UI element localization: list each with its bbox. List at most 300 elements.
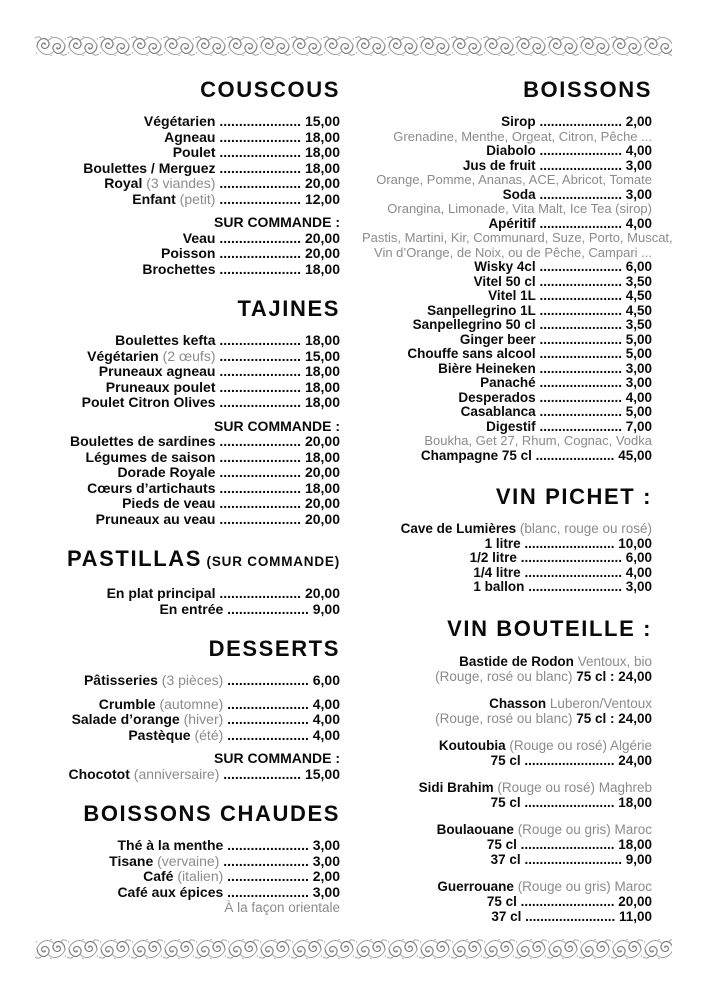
item-name: Légumes de saison <box>85 448 216 465</box>
item-note: Pastis, Martini, Kir, Communard, Suze, Porto, Muscat, <box>362 230 673 245</box>
item-price: 12,00 <box>304 190 340 207</box>
menu-line <box>55 767 340 783</box>
section-title-text: TAJINES <box>237 296 340 321</box>
item-name: Soda <box>502 186 536 202</box>
menu-line <box>362 318 652 333</box>
item-name: Dorade Royale <box>117 464 216 480</box>
item-name: 75 cl <box>486 893 517 909</box>
menu-line <box>55 869 340 885</box>
item-name: 1 litre <box>484 535 521 551</box>
dot-leader: ..................... <box>215 448 305 465</box>
dot-leader: ..................... <box>215 378 305 395</box>
item-name: Pieds de veau <box>122 495 216 511</box>
item-price: 9,00 <box>625 851 652 867</box>
menu-block <box>362 522 652 595</box>
item-note: (blanc, rouge ou rosé) <box>516 521 652 536</box>
menu-line <box>362 333 652 348</box>
item-price: 18,00 <box>304 479 340 496</box>
dot-leader: ........................ <box>520 752 619 768</box>
dot-leader: ..................... <box>215 495 305 511</box>
menu-line <box>55 262 340 278</box>
item-note: (2 œufs) <box>158 347 220 364</box>
item-name: Végétarien <box>143 113 216 129</box>
item-name: Desperados <box>458 389 536 405</box>
dot-leader: ..................... <box>215 128 305 145</box>
item-price: 7,00 <box>625 418 652 434</box>
menu-line <box>55 333 340 349</box>
item-name: 75 cl <box>486 836 517 852</box>
menu-block <box>362 879 652 924</box>
menu-line <box>55 885 340 901</box>
item-name: Brochettes <box>142 260 216 277</box>
item-name: 75 cl <box>490 752 521 768</box>
item-name: Café aux épices <box>117 883 224 900</box>
dot-leader: ..................... <box>223 837 313 853</box>
item-price: 20,00 <box>304 433 340 449</box>
menu-line <box>55 215 340 231</box>
menu-line <box>362 738 652 753</box>
menu-block <box>55 215 340 277</box>
item-name: Sanpellegrino 1L <box>427 302 536 318</box>
dot-leader: ...................... <box>535 331 626 347</box>
menu-column-right <box>362 77 673 924</box>
menu-block <box>362 114 673 463</box>
menu-block <box>362 822 652 867</box>
item-price: 20,00 <box>304 585 340 601</box>
menu-line <box>55 176 340 192</box>
item-name: Pruneaux poulet <box>105 378 216 395</box>
dot-leader: ........................ <box>521 908 619 924</box>
item-name: Pastèque <box>128 726 191 743</box>
dot-leader: ..................... <box>223 600 313 617</box>
section-title-text: VIN PICHET : <box>495 484 652 509</box>
item-name: 1 ballon <box>473 579 525 594</box>
dot-leader: ...................... <box>535 259 626 274</box>
menu-line <box>362 696 652 711</box>
item-name: Chocotot <box>68 765 130 782</box>
item-note: Grenadine, Menthe, Orgeat, Citron, Pêche ... <box>393 128 652 144</box>
menu-line <box>362 522 652 537</box>
section-title-text: VIN BOUTEILLE : <box>447 615 652 641</box>
menu-line-description <box>362 130 652 145</box>
item-note: Vin d’Orange, de Noix, ou de Pêche, Campari ... <box>374 244 652 260</box>
menu-block <box>55 697 340 744</box>
item-note: (italien) <box>173 868 228 884</box>
item-name: Crumble <box>98 695 156 712</box>
item-name: 75 cl : 24,00 <box>576 710 652 726</box>
menu-line <box>362 144 652 159</box>
menu-line <box>362 188 652 203</box>
menu-line <box>55 434 340 450</box>
item-name: SUR COMMANDE : <box>214 417 340 434</box>
menu-block <box>55 333 340 411</box>
section-title-couscous <box>55 77 340 102</box>
item-name: Poisson <box>161 245 216 261</box>
menu-line <box>362 159 652 174</box>
item-note: (été) <box>190 726 228 743</box>
item-price: 18,00 <box>304 128 340 145</box>
item-price: 18,00 <box>618 794 652 810</box>
menu-line <box>362 347 652 362</box>
item-note: (Rouge ou rosé) Algérie <box>505 737 652 753</box>
menu-line <box>55 114 340 130</box>
dot-leader: ..................... <box>215 363 305 379</box>
item-price: 11,00 <box>618 908 652 924</box>
item-price: 4,50 <box>625 288 652 303</box>
dot-leader: ...................... <box>535 375 626 390</box>
dot-leader: ........................... <box>516 550 626 565</box>
menu-line <box>362 115 652 130</box>
dot-leader: ..................... <box>215 245 305 261</box>
section-title-boissons-chaudes <box>55 801 340 826</box>
menu-line <box>362 304 652 319</box>
menu-line <box>362 654 652 669</box>
item-name: Café <box>143 868 174 884</box>
item-name: Diabolo <box>486 143 536 158</box>
menu-line <box>362 852 652 867</box>
item-name: 37 cl <box>490 851 521 867</box>
item-price: 6,00 <box>625 259 652 274</box>
menu-section-tajines <box>55 296 340 527</box>
item-price: 3,50 <box>625 273 652 289</box>
menu-line <box>55 673 340 689</box>
menu-line <box>55 712 340 728</box>
item-name: Pâtisseries <box>83 672 158 688</box>
dot-leader: ..................... <box>215 229 305 246</box>
menu-line <box>55 349 340 365</box>
menu-line <box>362 795 652 810</box>
menu-line <box>55 161 340 177</box>
item-name: Pruneaux agneau <box>98 363 216 379</box>
item-note: Ventoux, bio <box>573 653 652 669</box>
section-title-text: DESSERTS <box>208 636 340 661</box>
item-price: 18,00 <box>304 144 340 160</box>
item-name: Agneau <box>164 128 216 145</box>
item-price: 18,00 <box>304 448 340 465</box>
menu-block <box>55 673 340 689</box>
item-price: 20,00 <box>618 893 652 909</box>
dot-leader: ..................... <box>215 159 305 176</box>
item-price: 18,00 <box>304 260 340 277</box>
item-note: (Rouge ou gris) Maroc <box>513 821 652 837</box>
menu-section-couscous <box>55 77 340 277</box>
section-title-boissons <box>362 77 652 102</box>
dot-leader: ...................... <box>535 389 626 405</box>
item-price: 5,00 <box>625 404 652 419</box>
dot-leader: ........................ <box>520 794 619 810</box>
menu-line <box>362 537 652 552</box>
item-name: Boulaouane <box>436 821 514 837</box>
item-name: Bastide de Rodon <box>459 653 574 669</box>
dot-leader: ..................... <box>215 260 305 277</box>
section-title-text: BOISSONS CHAUDES <box>83 801 340 826</box>
menu-line <box>55 130 340 146</box>
dot-leader: .......................... <box>520 851 626 867</box>
dot-leader: ..................... <box>219 347 305 364</box>
menu-line <box>55 246 340 262</box>
item-price: 18,00 <box>304 332 340 348</box>
item-note: (Rouge ou rosé) Maghreb <box>493 779 652 795</box>
menu-line <box>362 289 652 304</box>
item-price: 3,00 <box>312 883 340 900</box>
item-price: 15,00 <box>304 113 340 129</box>
item-note: À la façon orientale <box>224 900 340 915</box>
menu-section-boissons-chaudes <box>55 801 340 916</box>
item-price: 15,00 <box>304 765 340 782</box>
item-name: SUR COMMANDE : <box>214 214 340 230</box>
item-price: 5,00 <box>625 346 652 361</box>
item-name: SUR COMMANDE : <box>214 750 340 766</box>
menu-line <box>362 837 652 852</box>
item-name: Koutoubia <box>438 737 506 753</box>
item-price: 5,00 <box>625 331 652 347</box>
item-name: Poulet Citron Olives <box>81 394 216 410</box>
menu-line <box>55 751 340 767</box>
menu-line <box>55 728 340 744</box>
item-name: Poulet <box>172 144 216 160</box>
item-name: Salade d’orange <box>71 711 180 727</box>
menu-line <box>362 420 652 435</box>
item-name: 75 cl <box>490 794 521 810</box>
item-price: 3,00 <box>625 579 652 594</box>
item-note: (automne) <box>155 695 228 712</box>
item-price: 45,00 <box>618 447 652 463</box>
section-title-text: BOISSONS <box>523 77 652 102</box>
menu-line <box>362 909 652 924</box>
dot-leader: ...................... <box>223 852 313 869</box>
menu-block <box>362 738 652 768</box>
dot-leader: ..................... <box>215 113 305 129</box>
item-name: Panaché <box>480 375 536 390</box>
item-name: Champagne 75 cl <box>420 447 532 463</box>
dot-leader: ........................ <box>520 535 619 551</box>
item-price: 3,00 <box>625 375 652 390</box>
section-title-text: PASTILLAS <box>67 546 202 571</box>
menu-line-description <box>55 900 340 916</box>
item-note: Orangina, Limonade, Vita Malt, Ice Tea (sirop) <box>387 201 652 216</box>
item-name: Vitel 1L <box>488 288 536 303</box>
item-name: 1/2 litre <box>469 550 517 565</box>
item-price: 4,00 <box>312 711 340 727</box>
dot-leader: ..................... <box>215 464 305 480</box>
item-note: (anniversaire) <box>129 765 224 782</box>
item-price: 18,00 <box>304 363 340 379</box>
item-price: 18,00 <box>618 836 652 852</box>
item-name: Pruneaux au veau <box>95 510 216 527</box>
section-title-pastillas <box>55 546 340 572</box>
item-price: 4,50 <box>625 302 652 318</box>
dot-leader: .................... <box>223 765 305 782</box>
item-name: 1/4 litre <box>473 564 521 580</box>
menu-line-description <box>362 202 652 217</box>
menu-line-description <box>362 246 652 261</box>
dot-leader: ...................... <box>535 404 626 419</box>
item-price: 2,00 <box>312 868 340 884</box>
item-price: 18,00 <box>304 159 340 176</box>
menu-block <box>55 751 340 782</box>
dot-leader: ..................... <box>215 510 305 527</box>
item-price: 10,00 <box>618 535 652 551</box>
dot-leader: ..................... <box>215 479 305 496</box>
item-price: 4,00 <box>625 389 652 405</box>
ornamental-border-bottom-icon <box>35 936 672 962</box>
item-price: 4,00 <box>625 564 652 580</box>
item-price: 18,00 <box>304 378 340 395</box>
dot-leader: .......................... <box>520 564 626 580</box>
dot-leader: ..................... <box>223 883 313 900</box>
item-note: Boukha, Get 27, Rhum, Cognac, Vodka <box>424 433 652 448</box>
menu-line <box>55 854 340 870</box>
menu-line <box>362 405 652 420</box>
item-price: 3,00 <box>625 360 652 376</box>
menu-line <box>55 465 340 481</box>
dot-leader: ..................... <box>219 175 305 191</box>
dot-leader: ..................... <box>227 672 313 688</box>
menu-block <box>362 696 652 726</box>
section-title-note: (SUR COMMANDE) <box>202 554 340 569</box>
menu-line <box>55 496 340 512</box>
menu-line <box>55 586 340 602</box>
item-price: 3,00 <box>625 157 652 173</box>
item-note: (3 viandes) <box>142 175 220 191</box>
section-title-text: COUSCOUS <box>200 77 340 102</box>
menu-column-left <box>55 77 340 916</box>
item-name: Boulettes de sardines <box>69 433 216 449</box>
dot-leader: ..................... <box>227 726 313 743</box>
menu-line <box>362 260 652 275</box>
menu-line <box>362 894 652 909</box>
menu-section-vin-pichet <box>362 484 652 595</box>
menu-line <box>55 838 340 854</box>
menu-line <box>55 231 340 247</box>
menu-block <box>55 838 340 916</box>
menu-line <box>55 395 340 411</box>
dot-leader: ..................... <box>227 868 313 884</box>
menu-section-desserts <box>55 636 340 782</box>
dot-leader: ..................... <box>215 585 305 601</box>
item-name: En plat principal <box>106 585 216 601</box>
item-note: (Rouge, rosé ou blanc) <box>435 710 577 726</box>
ornamental-border-top-icon <box>35 33 672 59</box>
dot-leader: ..................... <box>227 695 313 712</box>
menu-block <box>55 419 340 528</box>
section-title-desserts <box>55 636 340 661</box>
dot-leader: ..................... <box>219 190 305 207</box>
item-name: Vitel 50 cl <box>473 273 536 289</box>
item-name: Chasson <box>489 695 547 711</box>
dot-leader: ..................... <box>531 447 619 463</box>
item-price: 20,00 <box>304 175 340 191</box>
menu-line <box>55 419 340 435</box>
dot-leader: ...................... <box>535 186 626 202</box>
item-name: Apéritif <box>488 215 536 231</box>
item-price: 15,00 <box>304 347 340 364</box>
menu-line <box>55 145 340 161</box>
menu-line <box>362 753 652 768</box>
item-name: Wisky 4cl <box>474 259 536 274</box>
item-name: 37 cl <box>491 908 522 924</box>
item-name: 75 cl : 24,00 <box>576 668 652 684</box>
menu-line <box>362 275 652 290</box>
item-name: Enfant <box>132 190 176 207</box>
item-price: 3,50 <box>625 317 652 332</box>
menu-line <box>55 697 340 713</box>
menu-block <box>55 114 340 207</box>
menu-block <box>362 654 652 684</box>
item-note: (Rouge, rosé ou blanc) <box>435 668 577 684</box>
item-price: 3,00 <box>312 852 340 869</box>
menu-line <box>362 780 652 795</box>
dot-leader: ..................... <box>215 433 305 449</box>
menu-line <box>55 481 340 497</box>
section-title-tajines <box>55 296 340 321</box>
item-name: Sirop <box>501 114 536 129</box>
menu-line <box>362 217 652 232</box>
menu-line <box>362 391 652 406</box>
dot-leader: ...................... <box>535 288 626 303</box>
menu-line <box>362 879 652 894</box>
item-note: (petit) <box>175 190 220 207</box>
menu-line <box>362 551 652 566</box>
dot-leader: ...................... <box>535 346 626 361</box>
item-note: (3 pièces) <box>157 672 228 688</box>
item-price: 24,00 <box>618 752 652 768</box>
item-name: Sidi Brahim <box>418 779 494 795</box>
item-name: Casablanca <box>460 404 536 419</box>
dot-leader: ...................... <box>535 360 626 376</box>
item-name: Tisane <box>109 852 154 869</box>
dot-leader: ...................... <box>535 143 626 158</box>
item-price: 4,00 <box>312 695 340 712</box>
menu-line <box>55 364 340 380</box>
item-name: Royal <box>104 175 143 191</box>
item-price: 4,00 <box>312 726 340 743</box>
item-name: Bière Heineken <box>438 360 536 376</box>
item-name: Jus de fruit <box>462 157 536 173</box>
menu-line <box>362 376 652 391</box>
dot-leader: ...................... <box>535 418 626 434</box>
menu-line <box>55 380 340 396</box>
item-note: (Rouge ou gris) Maroc <box>513 878 652 894</box>
item-name: Cave de Lumières <box>400 521 517 536</box>
item-name: Veau <box>182 229 216 246</box>
item-name: Sanpellegrino 50 cl <box>412 317 536 332</box>
menu-line <box>55 192 340 208</box>
dot-leader: ...................... <box>535 273 626 289</box>
menu-line <box>55 512 340 528</box>
item-price: 20,00 <box>304 245 340 261</box>
dot-leader: ..................... <box>215 332 305 348</box>
menu-block <box>362 780 652 810</box>
dot-leader: ...................... <box>535 215 626 231</box>
menu-section-boissons <box>362 77 673 463</box>
dot-leader: ......................... <box>516 836 619 852</box>
item-price: 6,00 <box>625 550 652 565</box>
item-name: Chouffe sans alcool <box>407 346 536 361</box>
dot-leader: ..................... <box>215 394 305 410</box>
item-price: 3,00 <box>625 186 652 202</box>
menu-line-description <box>362 230 673 246</box>
dot-leader: ......................... <box>524 579 626 594</box>
item-price: 6,00 <box>312 672 340 688</box>
item-name: En entrée <box>159 600 224 617</box>
item-price: 9,00 <box>312 600 340 617</box>
item-note: (hiver) <box>179 711 228 727</box>
item-name: Boulettes kefta <box>115 332 216 348</box>
menu-line <box>362 449 652 464</box>
menu-line <box>362 580 652 595</box>
item-price: 2,00 <box>625 114 652 129</box>
